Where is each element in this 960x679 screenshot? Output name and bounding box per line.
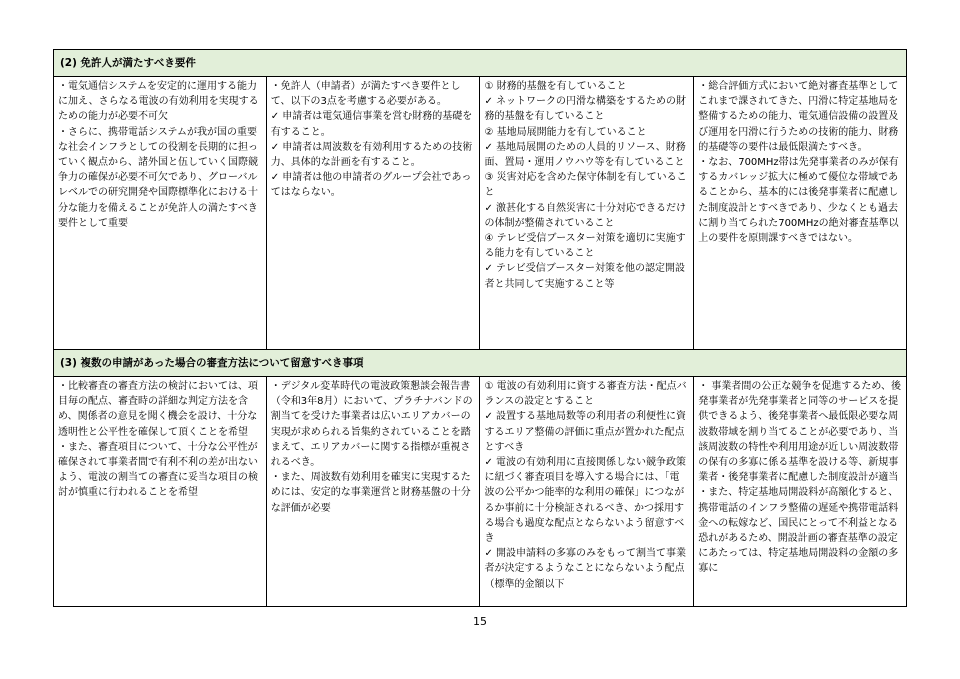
- section-2-content-row: [54, 77, 907, 350]
- page-number: 15: [473, 615, 487, 628]
- section-2-col-1: [54, 77, 267, 350]
- section-3-col-2: [266, 377, 480, 607]
- section-3-col-4: [694, 377, 907, 607]
- paragraph: ・電気通信システムを安定的に運用する能力に加え、さらなる電波の有効利用を実現するための能力が必要不可欠: [58, 81, 259, 123]
- section-3-col-1: [54, 377, 267, 607]
- paragraph: ・比較審査の審査方法の検討においては、項目毎の配点、審査時の詳細な判定方法を含め、関係者の意見を聞く機会を設け、十分な透明性と公平性を確保して頂くことを希望: [58, 381, 258, 438]
- section-3-content-row: [54, 377, 907, 607]
- numbered-item: ③ 災害対応を含めた保守体制を有していること: [484, 172, 687, 199]
- checkmark-item: ✓ ネットワークの円滑な構築をするための財務的基盤を有していること: [484, 96, 687, 123]
- paragraph: ・ 事業者間の公正な競争を促進するため、後発事業者が先発事業者と同等のサービスを提供できるよう、後発事業者へ最低限必要な周波数帯域を割り当てることが必要であり、当該周波数の特性や利用用途が近しい周波数帯の保有の多寡に係る基準を設ける等、新規事業者・後発事業者に配慮した制度設計が適当: [698, 381, 901, 484]
- checkmark-item: ✓ 開設申請料の多寡のみをもって割当て事業者が決定するようなことにならないよう配点（標準的金額以下: [484, 548, 687, 590]
- requirements-table: [53, 49, 907, 607]
- section-2-col-4: [694, 77, 907, 350]
- section-2-heading: (2) 免許人が満たすべき要件: [54, 50, 907, 77]
- numbered-item: ② 基地局展開能力を有していること: [484, 126, 647, 138]
- section-2-col-3: [480, 77, 694, 350]
- numbered-item: ① 財務的基盤を有していること: [484, 81, 627, 92]
- numbered-item: ④ テレビ受信ブースター対策を適切に実施する能力を有していること: [484, 233, 686, 260]
- paragraph: ・総合評価方式において絶対審査基準としてこれまで課されてきた、円滑に特定基地局を整備するための能力、電気通信設備の設置及び運用を円滑に行うための技術的能力、財務的基礎等の要件は最低限満たすべき。: [698, 81, 899, 153]
- section-3-heading: (3) 複数の申請があった場合の審査方法について留意すべき事項: [54, 350, 907, 377]
- checkmark-item: ✓ テレビ受信ブースター対策を他の認定開設者と共同して実施すること等: [484, 263, 686, 290]
- section-3-header-row: [54, 350, 907, 377]
- paragraph: ・免許人（申請者）が満たすべき要件として、以下の3点を考慮する必要がある。: [270, 81, 461, 108]
- paragraph: ・さらに、携帯電話システムが我が国の重要な社会インフラとしての役割を長期的に担っていく観点から、諸外国と伍していく国際競争力の確保が必要不可欠であり、グローバルレベルでの研究開発や国際標準化における十分な能力を備えることが免許人の満たすべき要件として重要: [58, 126, 258, 229]
- section-3-col-3: [480, 377, 694, 607]
- checkmark-item: ✓ 設置する基地局数等の利用者の利便性に資するエリア整備の評価に重点が置かれた配点とすべき: [484, 411, 687, 453]
- checkmark-item: ✓ 激甚化する自然災害に十分対応できるだけの体制が整備されていること: [484, 202, 687, 229]
- numbered-item: ① 電波の有効利用に資する審査方法・配点バランスの設定とすること: [484, 381, 687, 408]
- paragraph: ・また、特定基地局開設料が高額化すると、携帯電話のインフラ整備の遅延や携帯電話料金への転嫁など、国民にとって不利益となる恐れがあるため、開設計画の審査基準の設定にあたっては、特定基地局開設料の金額の多寡に: [698, 487, 899, 575]
- paragraph: ・デジタル変革時代の電波政策懇談会報告書（令和3年8月）において、プラチナバンドの割当てを受けた事業者は広いエリアカバーの実現が求められる旨集約されていることを踏まえて、エリアカバーに関する指標が重視されるべき。: [270, 381, 473, 469]
- paragraph: ・また、周波数有効利用を確実に実現するためには、安定的な事業運営と財務基盤の十分な評価が必要: [270, 472, 471, 514]
- paragraph: ・また、審査項目について、十分な公平性が確保されて事業者間で有利不利の差が出ないよう、電波の割当ての審査に妥当な項目の検討が慎重に行われることを希望: [58, 441, 258, 499]
- checkmark-item: ✓ 基地局展開のための人員的リソース、財務面、置局・運用ノウハウ等を有していること: [484, 141, 686, 169]
- checkmark-item: ✓ 申請者は周波数を有効利用するための技術力、具体的な計画を有すること。: [270, 141, 473, 169]
- section-2-col-2: [266, 77, 480, 350]
- checkmark-item: ✓ 申請者は他の申請者のグループ会社であってはならない。: [270, 172, 472, 199]
- section-2-header-row: [54, 50, 907, 77]
- checkmark-item: ✓ 電波の有効利用に直接関係しない競争政策に紐づく審査項目を導入する場合には、「電波の公平かつ能率的な利用の確保」につながるか事前に十分検証されるべき、かつ採用する場合も過度な配点とならないよう留意すべき: [484, 457, 687, 545]
- checkmark-item: ✓ 申請者は電気通信事業を営む財務的基礎を有すること。: [270, 111, 473, 138]
- paragraph: ・なお、700MHz帯は先発事業者のみが保有するカバレッジ拡大に極めて優位な帯域であることから、基本的には後発事業者に配慮した制度設計とすべきであり、少なくとも過去に割り当てられた700MHzの絶対審査基準以上の要件を原則課すべきではない。: [698, 157, 899, 245]
